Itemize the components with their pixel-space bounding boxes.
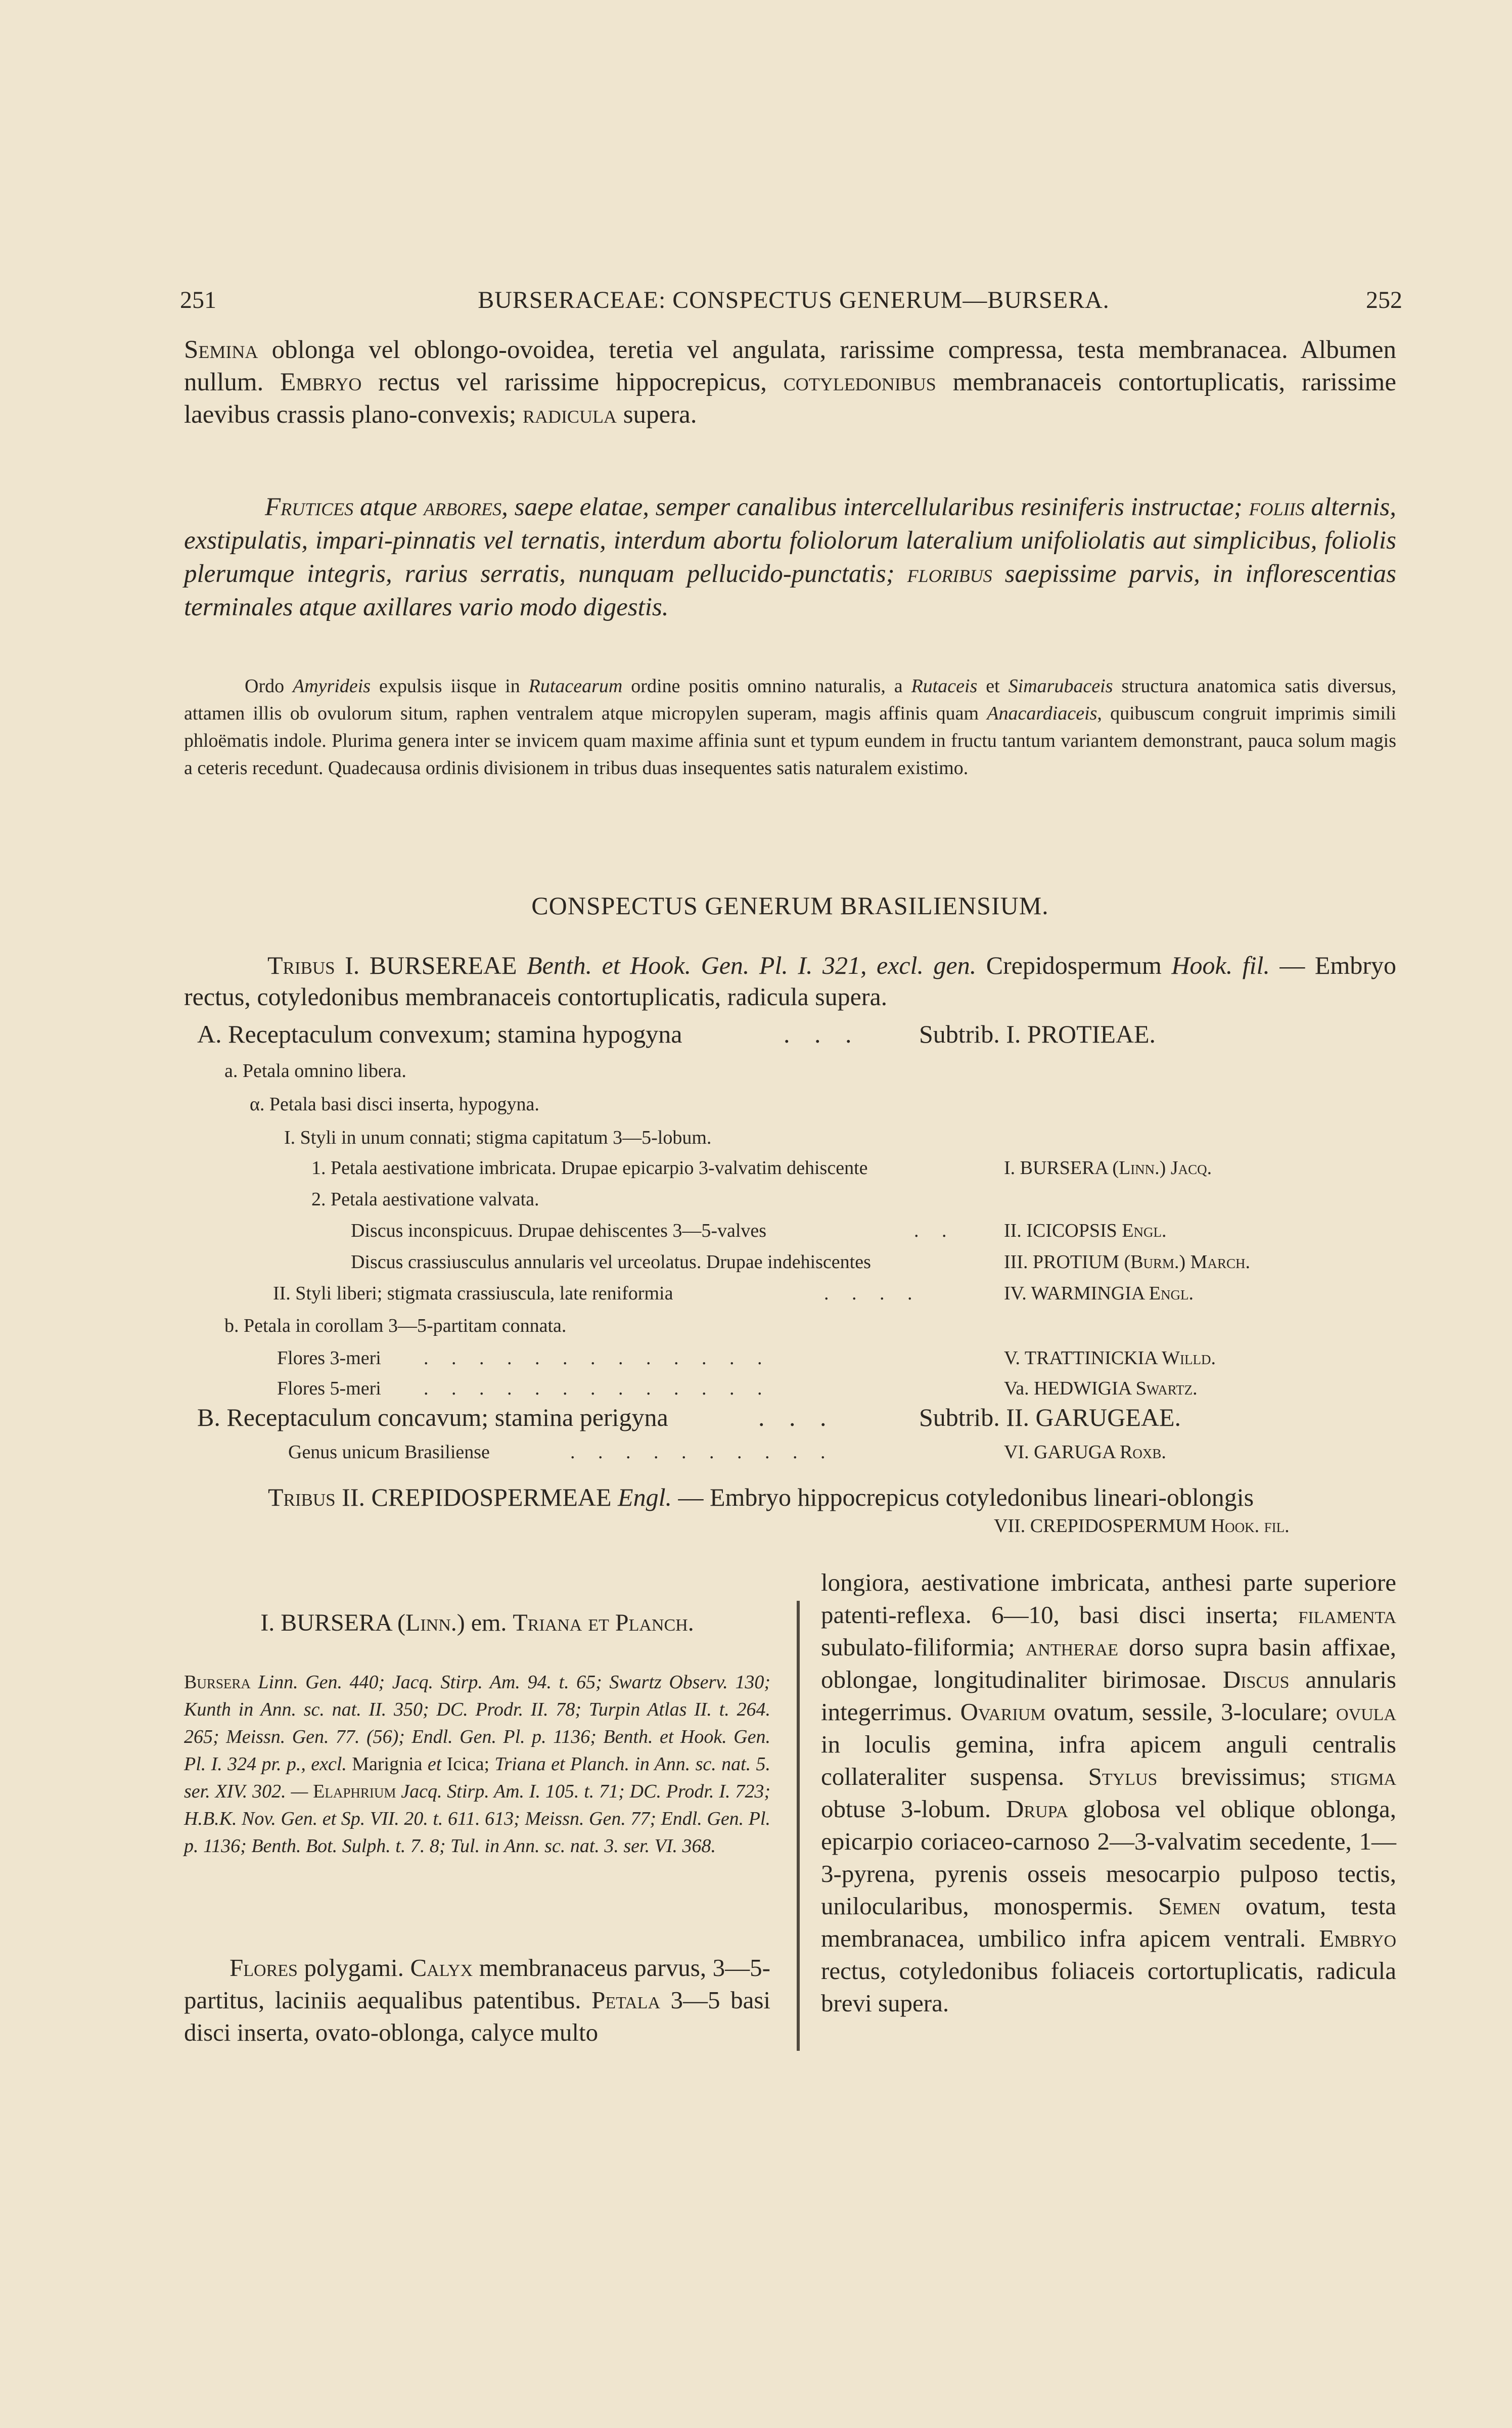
key-alpha: α. Petala basi disci inserta, hypogyna.	[250, 1094, 539, 1115]
genus-bursera: I. BURSERA (Linn.) Jacq.	[1004, 1157, 1212, 1179]
page-number-right: 252	[1366, 287, 1402, 313]
tribus-1: Tribus I. BURSEREAE Benth. et Hook. Gen. Pl. I. 321, excl. gen. Crepidospermum Hook. fil. — Embryo rectus, cotyledonibus membranaceis contortuplicatis, radicula supera.	[184, 951, 1397, 1011]
column-divider	[797, 1601, 800, 2051]
genus-icicopsis: II. ICICOPSIS Engl.	[1004, 1220, 1167, 1241]
diagnosis-paragraph: Frutices atque arbores, saepe elatae, semper canalibus intercellularibus resiniferis instructae; foliis alternis, exstipulatis, impari-pinnatis vel ternatis, interdum abortu foliolorum lateralium unifoliolatis aut simplicibus, foliolis plerumque integris, rarius serratis, nunquam pellucido-punctatis; floribus saepissime parvis, in inflorescentias terminales atque axillares vario modo digestis.	[184, 493, 1397, 621]
bursera-synonymy: Bursera Linn. Gen. 440; Jacq. Stirp. Am. 94. t. 65; Swartz Observ. 130; Kunth in Ann. sc. nat. II. 350; DC. Prodr. II. 78; Turpin Atlas II. t. 264. 265; Meissn. Gen. 77. (56); Endl. Gen. Pl. p. 1136; Benth. et Hook. Gen. Pl. I. 324 pr. p., excl. Marignia et Icica; Triana et Planch. in Ann. sc. nat. 5. ser. XIV. 302. — Elaphrium Jacq. Stirp. Am. I. 105. t. 71; DC. Prodr. I. 723; H.B.K. Nov. Gen. et Sp. VII. 20. t. 611. 613; Meissn. Gen. 77; Endl. Gen. Pl. p. 1136; Benth. Bot. Sulph. t. 7. 8; Tul. in Ann. sc. nat. 3. ser. VI. 368.	[184, 1672, 770, 1857]
key-1: 1. Petala aestivatione imbricata. Drupae epicarpio 3-valvatim dehiscente	[311, 1157, 868, 1179]
key-A: A. Receptaculum convexum; stamina hypogyna	[197, 1020, 682, 1048]
ordo-paragraph: Ordo Amyrideis expulsis iisque in Rutacearum ordine positis omnino naturalis, a Rutaceis et Simarubaceis structura anatomica satis diversus, attamen illis ob ovulorum situm, raphen ventralem atque micropylen superam, magis affinis quam Anacardiaceis, quibuscum congruit imprimis simili phloëmatis indole. Plurima genera inter se invicem quam maxime affinia sunt et typum eundem in fructu tantum variantem demonstrant, pauca solum magis a ceteris recedunt. Quadecausa ordinis divisionem in tribus duas insequentes satis naturalem existimo.	[184, 676, 1397, 779]
semina-label: Semina	[184, 336, 258, 364]
cotyledonibus-label: cotyledonibus	[783, 368, 936, 396]
key-a: a. Petala omnino libera.	[224, 1060, 406, 1082]
key-2a: Discus inconspicuus. Drupae dehiscentes 3—5-valves	[351, 1220, 767, 1241]
key-flores-5: Flores 5-meri	[277, 1378, 381, 1399]
key-b: b. Petala in corollam 3—5-partitam connata.	[224, 1315, 567, 1336]
key-A-dots: . . .	[784, 1020, 861, 1048]
genus-warmingia: IV. WARMINGIA Engl.	[1004, 1283, 1194, 1304]
intro-paragraph: Semina oblonga vel oblongo-ovoidea, teretia vel angulata, rarissime compressa, testa membranacea. Albumen nullum. Embryo rectus vel rarissime hippocrepicus, cotyledonibus membranaceis contortuplicatis, rarissime laevibus crassis plano-convexis; radicula supera.	[184, 336, 1396, 429]
embryo-label: Embryo	[280, 368, 362, 396]
genus-crepidospermum: VII. CREPIDOSPERMUM Hook. fil.	[994, 1515, 1290, 1537]
page-number-left: 251	[180, 287, 216, 313]
genus-trattinickia: V. TRATTINICKIA Willd.	[1004, 1347, 1216, 1369]
key-B: B. Receptaculum concavum; stamina perigyna	[197, 1403, 668, 1431]
key-flores-3: Flores 3-meri	[277, 1347, 381, 1369]
tribus-2: Tribus II. CREPIDOSPERMEAE Engl. — Embryo hippocrepicus cotyledonibus lineari-oblongis	[268, 1483, 1254, 1511]
genus-protium: III. PROTIUM (Burm.) March.	[1004, 1251, 1250, 1273]
genus-garuga: VI. GARUGA Roxb.	[1004, 1442, 1166, 1463]
genus-hedwigia: Va. HEDWIGIA Swartz.	[1004, 1378, 1198, 1399]
description-part-2: longiora, aestivatione imbricata, anthesi parte superiore patenti-reflexa. 6—10, basi disci inserta; filamenta subulato-filiformia; antherae dorso supra basin affixae, oblongae, longitudinaliter birimosae. Discus annularis integerrimus. Ovarium ovatum, sessile, 3-loculare; ovula in loculis gemina, infra apicem anguli centralis collateraliter suspensa. Stylus brevissimus; stigma obtuse 3-lobum. Drupa globosa vel oblique oblonga, epicarpio coriaceo-carnoso 2—3-valvatim secedente, 1—3-pyrena, pyrenis osseis mesocarpio pulposo tectis, unilocularibus, monospermis. Semen ovatum, testa membranacea, umbilico infra apicem ventrali. Embryo rectus, cotyledonibus foliaceis cortortuplicatis, radicula brevi supera.	[821, 1568, 1397, 2017]
key-genus-unicum: Genus unicum Brasiliense	[288, 1442, 490, 1463]
description-part-1: Flores polygami. Calyx membranaceus parvus, 3—5-partitus, laciniis aequalibus patentibus. Petala 3—5 basi disci inserta, ovato-oblonga, calyce multo	[184, 1954, 770, 2046]
bursera-title: I. BURSERA (Linn.) em. Triana et Planch.	[260, 1609, 694, 1636]
bursera-description-left	[184, 1952, 770, 2053]
key-2b: Discus crassiusculus annularis vel urceolatus. Drupae indehiscentes	[351, 1251, 871, 1273]
running-title: BURSERACEAE: CONSPECTUS GENERUM—BURSERA.	[478, 287, 1110, 313]
radicula-label: radicula	[522, 400, 617, 429]
key-B-subtribe: Subtrib. II. GARUGEAE.	[919, 1403, 1181, 1431]
key-I-styli: I. Styli in unum connati; stigma capitatum 3—5-lobum.	[284, 1127, 712, 1148]
document-page: 251 BURSERACEAE: CONSPECTUS GENERUM—BURSERA. 252 Semina oblonga vel oblongo-ovoidea, teretia vel angulata, rarissime compressa, testa membranacea. Albumen nullum. Embryo rectus vel rarissime hippocrepicus, cotyledonibus membranaceis contortuplicatis, rarissime laevibus crassis plano-convexis; radicula supera. Frutices atque arbores, saepe elatae, semper canalibus intercellularibus resiniferis instructae; foliis alternis, exstipulatis, impari-pinnatis vel ternatis, interdum abortu foliolorum lateralium unifoliolatis aut simplicibus, foliolis plerumque integris, rarius serratis, nunquam pellucido-punctatis; floribus saepissime parvis, in inflorescentias terminales atque axillares vario modo digestis. Ordo Amyrideis expulsis iisque in Rutacearum ordine positis omnino naturalis, a Rutaceis et Simarubaceis structura anatomica satis diversus, attamen illis ob ovulorum situm, raphen ventralem atque micropylen superam, magis affinis quam Anacardiaceis, quibuscum congruit imprimis simili phloëmatis indole. Plurima genera inter se invicem quam maxime affinia sunt et typum eundem in fructu tantum variantem demonstrant, pauca solum magis a ceteris recedunt. Quadecausa ordinis divisionem in tribus duas insequentes satis naturalem existimo. CONSPECTUS GENERUM BRASILIENSIUM. Tribus I. BURSEREAE Benth. et Hook. Gen. Pl. I. 321, excl. gen. Crepidospermum Hook. fil. — Embryo rectus, cotyledonibus membranaceis contortuplicatis, radicula supera. A. Receptaculum convexum; stamina hypogyna . . . Subtrib. I. PROTIEAE. a. Petala omnino libera. α. Petala basi disci inserta, hypogyna. I. Styli in unum connati; stigma capitatum 3—5-lobum. 1. Petala aestivatione imbricata. Drupae epicarpio 3-valvatim dehiscente I. BURSERA (Linn.) Jacq. 2. Petala aestivatione valvata. Discus inconspicuus. Drupae dehiscentes 3—5-valves . . II. ICICOPSIS Engl. Discus crassiusculus annularis vel urceolatus. Drupae indehiscentes III. PROTIUM (Burm.) March. II. Styli liberi; stigmata crassiuscula, late reniformia . . . . IV. WARMINGIA Engl. b. Petala in corollam 3—5-partitam connata. Flores 3-meri . . . . . . . . . . . . . V. TRATTINICKIA Willd. Flores 5-meri . . . . . . . . . . . . . Va. HEDWIGIA Swartz. B. Receptaculum concavum; stamina perigyna . . . Subtrib. II. GARUGEAE. Genus unicum Brasiliense . . . . . . . . . . VI. GARUGA Roxb. Tribus II. CREPIDOSPERMEAE Engl. — Embryo hippocrepicus cotyledonibus lineari-oblongis VII. CREPIDOSPERMUM Hook. fil. I. BURSERA (Linn.) em. Triana et Planch. Bursera Linn. Gen. 440; Jacq. Stirp. Am. 94. t. 65; Swartz Observ. 130; Kunth in Ann. sc. nat. II. 350; DC. Prodr. II. 78; Turpin Atlas II. t. 264. 265; Meissn. Gen. 77. (56); Endl. Gen. Pl. p. 1136; Benth. et Hook. Gen. Pl. I. 324 pr. p., excl. Marignia et Icica; Triana et Planch. in Ann. sc. nat. 5. ser. XIV. 302. — Elaphrium Jacq. Stirp. Am. I. 105. t. 71; DC. Prodr. I. 723; H.B.K. Nov. Gen. et Sp. VII. 20. t. 611. 613; Meissn. Gen. 77; Endl. Gen. Pl. p. 1136; Benth. Bot. Sulph. t. 7. 8; Tul. in Ann. sc. nat. 3. ser. VI. 368. Flores polygami. Calyx membranaceus parvus, 3—5-partitus, laciniis aequalibus patentibus. Petala 3—5 basi disci inserta, ovato-oblonga, calyce multo longiora, aestivatione imbricata, anthesi parte superiore patenti-reflexa. 6—10, basi disci inserta; filamenta subulato-filiformia; antherae dorso supra basin affixae, oblongae, longitudinaliter birimosae. Discus annularis integerrimus. Ovarium ovatum, sessile, 3-loculare; ovula in loculis gemina, infra apicem anguli centralis collateraliter suspensa. Stylus brevissimus; stigma obtuse 3-lobum. Drupa globosa vel oblique oblonga, epicarpio coriaceo-carnoso 2—3-valvatim secedente, 1—3-pyrena, pyrenis osseis mesocarpio pulposo tectis, unilocularibus, monospermis. Semen ovatum, testa membranacea, umbilico infra apicem ventrali. Embryo rectus, cotyledonibus foliaceis cortortuplicatis, radicula brevi supera.	[0, 0, 1512, 2428]
conspectus-title: CONSPECTUS GENERUM BRASILIENSIUM.	[531, 891, 1049, 920]
bursera-description-right	[821, 1566, 1396, 2019]
key-A-subtribe: Subtrib. I. PROTIEAE.	[919, 1020, 1156, 1048]
key-II-styli: II. Styli liberi; stigmata crassiuscula, late reniformia	[273, 1283, 673, 1304]
